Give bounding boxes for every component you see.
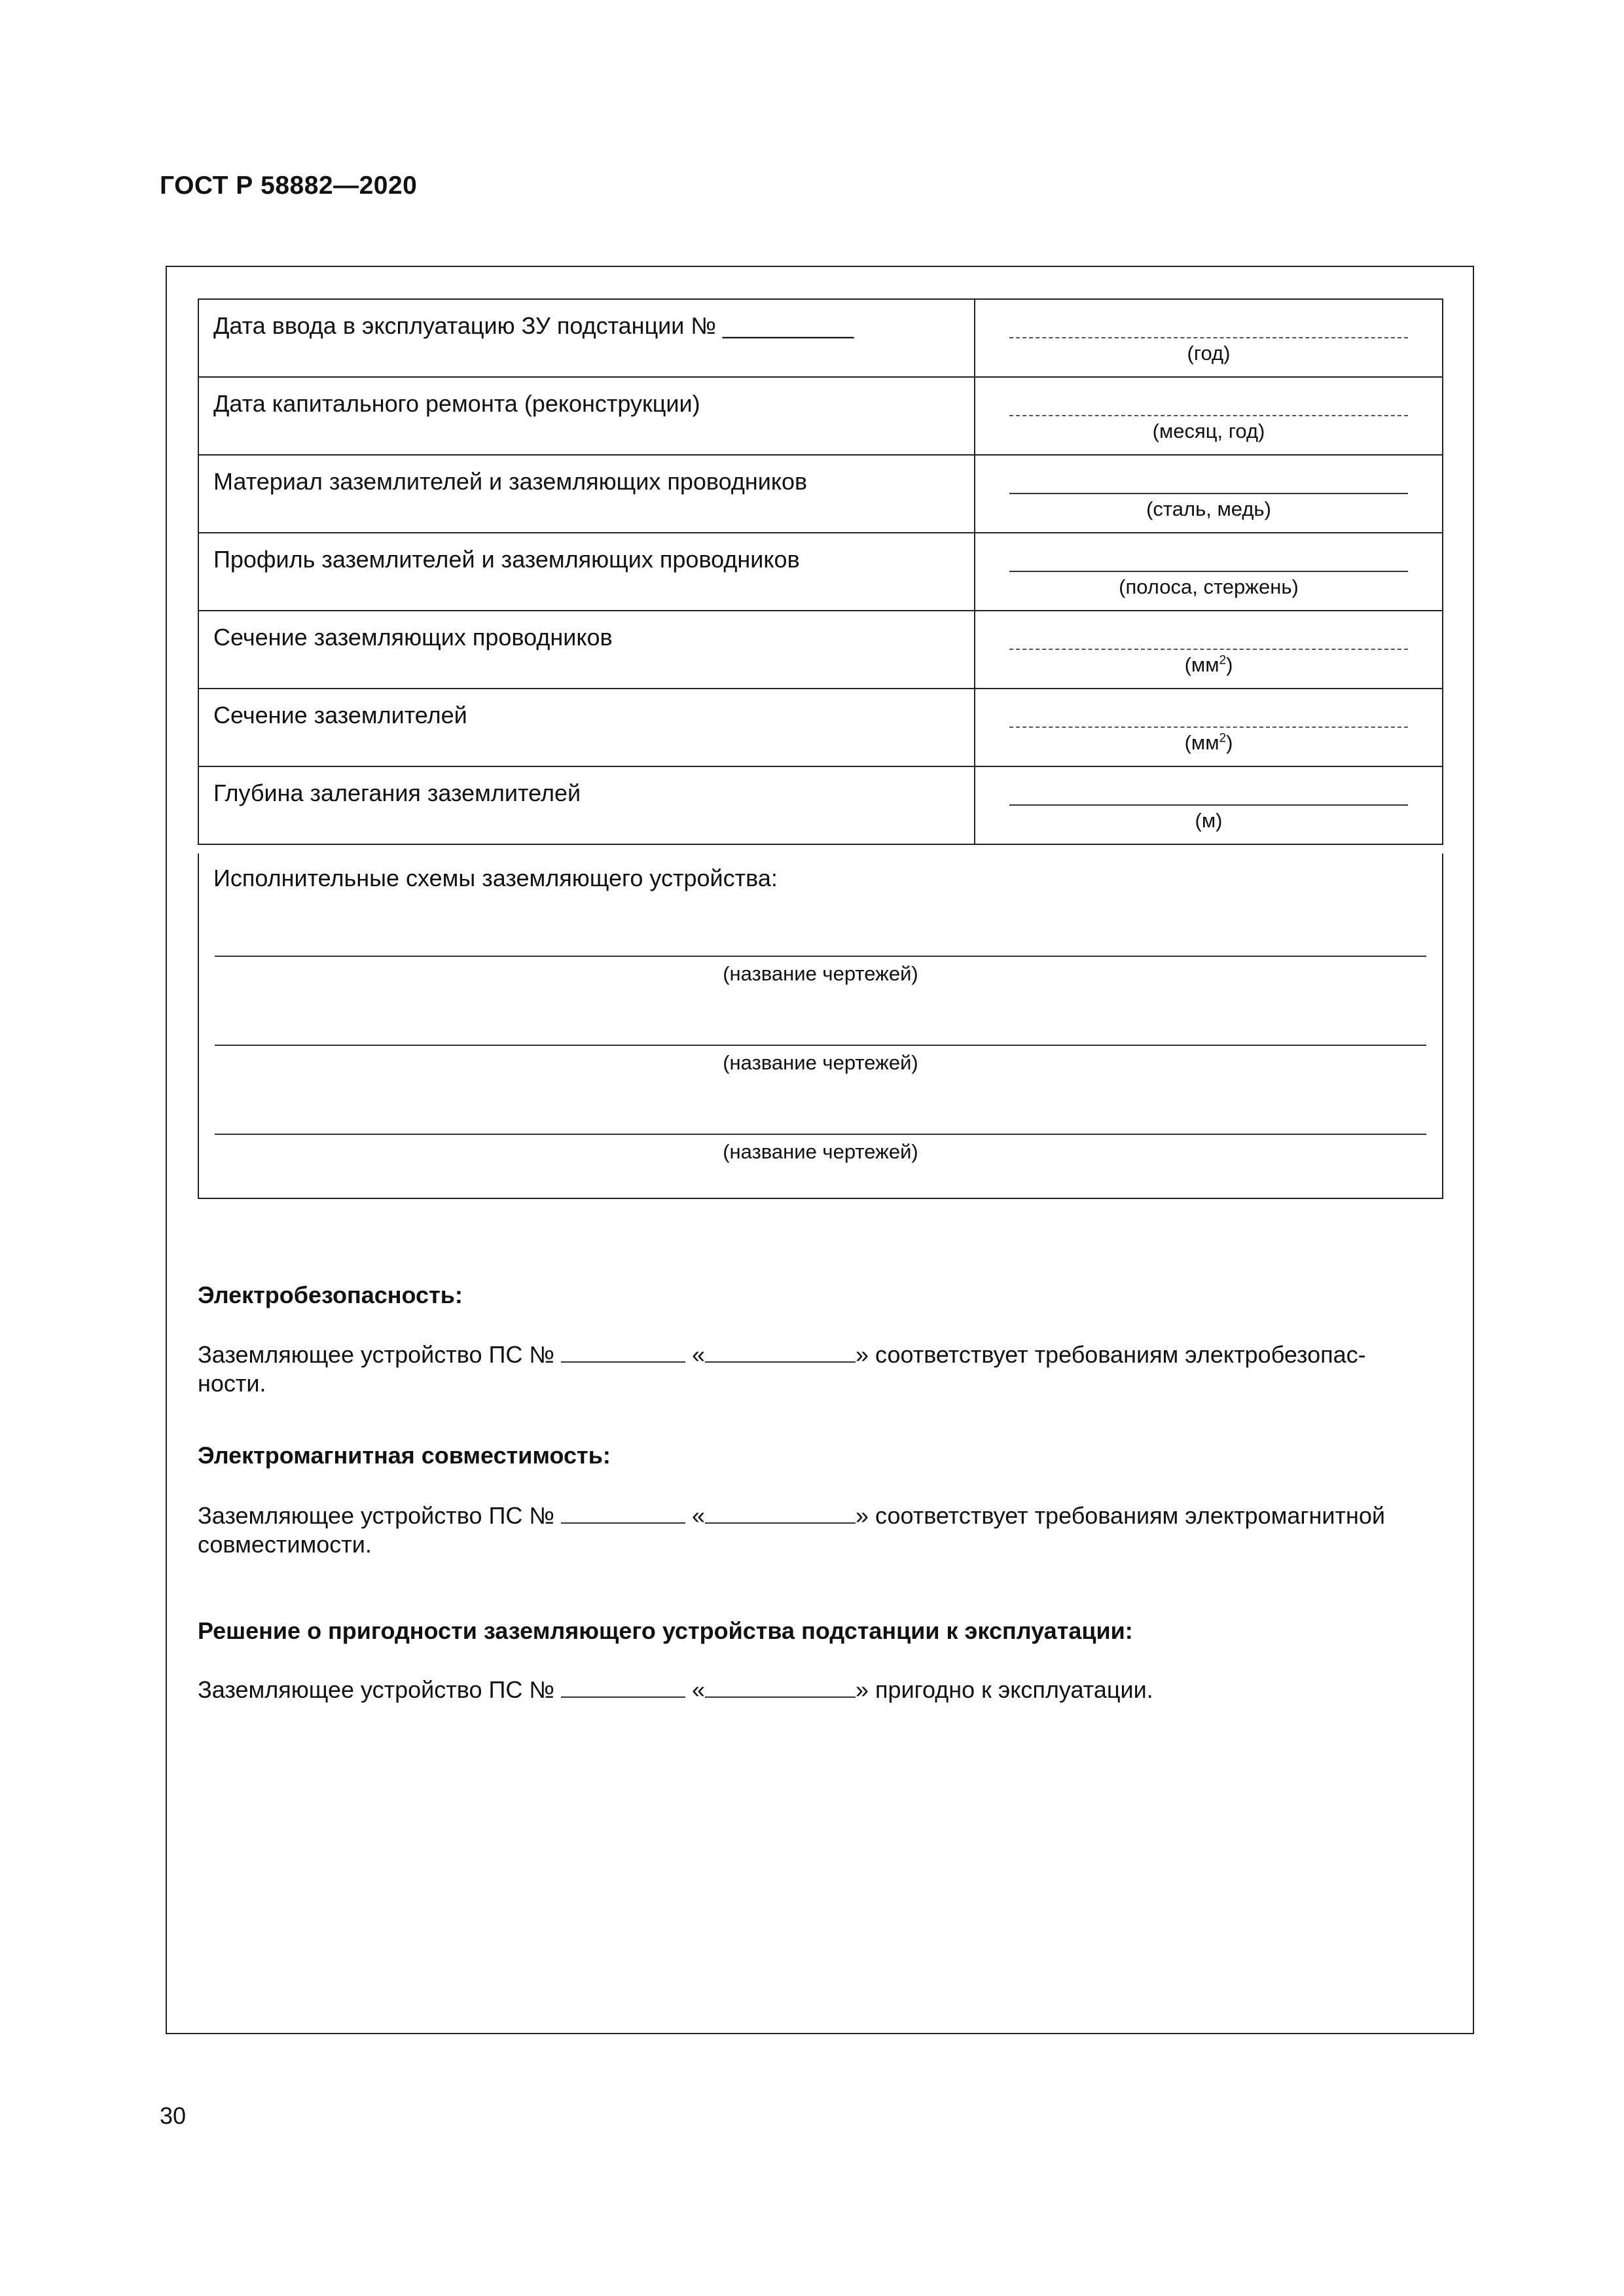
- field-hint: (сталь, медь): [1146, 497, 1271, 520]
- field-value-cell[interactable]: [975, 533, 1443, 611]
- statement-end: » соответствует требованиям электромагнитной: [856, 1502, 1385, 1529]
- field-label: Глубина залегания заземлителей: [198, 766, 975, 844]
- field-row-conductor-section: [198, 611, 1443, 689]
- hint-exponent: 2: [1219, 653, 1227, 668]
- drawing-hint: (название чертежей): [723, 1140, 918, 1163]
- field-label: Сечение заземлителей: [198, 689, 975, 766]
- statement-end: » соответствует требованиям электробезопас-: [856, 1341, 1366, 1368]
- page-number: 30: [160, 2102, 187, 2129]
- fill-in-line: [1009, 649, 1408, 650]
- field-hint: (месяц, год): [1152, 420, 1265, 442]
- fill-in-line: [1009, 493, 1408, 494]
- substation-number-blank[interactable]: [561, 1503, 685, 1524]
- drawing-name-line[interactable]: [215, 1134, 1426, 1135]
- open-quote: «: [692, 1341, 706, 1368]
- field-value-cell[interactable]: [975, 611, 1443, 689]
- statement-start: Заземляющее устройство ПС №: [198, 1502, 554, 1529]
- fill-in-line: [1009, 726, 1408, 728]
- statement-end: » пригодно к эксплуатации.: [856, 1676, 1153, 1703]
- hint-unit: (мм: [1184, 653, 1219, 676]
- decision-title: Решение о пригодности заземляющего устройства подстанции к эксплуатации:: [198, 1617, 1133, 1644]
- schemes-title: Исполнительные схемы заземляющего устройства:: [213, 865, 778, 891]
- field-value-cell[interactable]: [975, 299, 1443, 377]
- form-fields-table: [198, 298, 1443, 845]
- field-row-depth: [198, 766, 1443, 844]
- drawing-hint: (название чертежей): [723, 1051, 918, 1074]
- field-row-overhaul-date: [198, 377, 1443, 455]
- hint-close: ): [1226, 653, 1233, 676]
- field-label: Дата капитального ремонта (реконструкции): [198, 377, 975, 455]
- field-value-cell[interactable]: [975, 689, 1443, 766]
- as-built-schemes-block: [198, 853, 1443, 1199]
- field-hint: (год): [1187, 342, 1231, 365]
- hint-exponent: 2: [1219, 731, 1227, 745]
- open-quote: «: [692, 1502, 706, 1529]
- fill-in-line: [1009, 337, 1408, 338]
- field-row-commissioning-date: [198, 299, 1443, 377]
- drawing-name-line[interactable]: [215, 1045, 1426, 1046]
- field-hint: [975, 652, 1442, 678]
- drawing-hint: (название чертежей): [723, 962, 918, 985]
- field-hint: (м): [1195, 809, 1223, 832]
- field-value-cell[interactable]: [975, 766, 1443, 844]
- electrical-safety-title: Электробезопасность:: [198, 1282, 463, 1308]
- substation-number-blank[interactable]: [561, 1342, 685, 1363]
- decision-text: [198, 1676, 1443, 1704]
- substation-name-blank[interactable]: [705, 1677, 856, 1698]
- field-label: Профиль заземлителей и заземляющих проводников: [198, 533, 975, 611]
- field-label: Материал заземлителей и заземляющих проводников: [198, 455, 975, 533]
- statement-start: Заземляющее устройство ПС №: [198, 1341, 554, 1368]
- field-label: Дата ввода в эксплуатацию ЗУ подстанции № __________: [198, 299, 975, 377]
- field-row-material: [198, 455, 1443, 533]
- field-value-cell[interactable]: [975, 455, 1443, 533]
- substation-number-blank[interactable]: [561, 1677, 685, 1698]
- field-hint: [975, 730, 1442, 756]
- statement-continuation: совместимости.: [198, 1531, 372, 1558]
- statement-continuation: ности.: [198, 1370, 266, 1397]
- substation-name-blank[interactable]: [705, 1342, 856, 1363]
- electrical-safety-text: [198, 1340, 1443, 1398]
- field-label: Сечение заземляющих проводников: [198, 611, 975, 689]
- document-code-header: ГОСТ Р 58882—2020: [160, 171, 418, 200]
- emc-title: Электромагнитная совместимость:: [198, 1442, 611, 1469]
- field-hint: (полоса, стержень): [1119, 575, 1299, 598]
- substation-name-blank[interactable]: [705, 1503, 856, 1524]
- fill-in-line: [1009, 415, 1408, 416]
- open-quote: «: [692, 1676, 706, 1703]
- hint-close: ): [1226, 731, 1233, 754]
- fill-in-line: [1009, 571, 1408, 572]
- emc-text: [198, 1501, 1443, 1559]
- field-value-cell[interactable]: [975, 377, 1443, 455]
- fill-in-line: [1009, 804, 1408, 806]
- drawing-name-line[interactable]: [215, 956, 1426, 957]
- hint-unit: (мм: [1184, 731, 1219, 754]
- field-row-electrode-section: [198, 689, 1443, 766]
- field-row-profile: [198, 533, 1443, 611]
- statement-start: Заземляющее устройство ПС №: [198, 1676, 554, 1703]
